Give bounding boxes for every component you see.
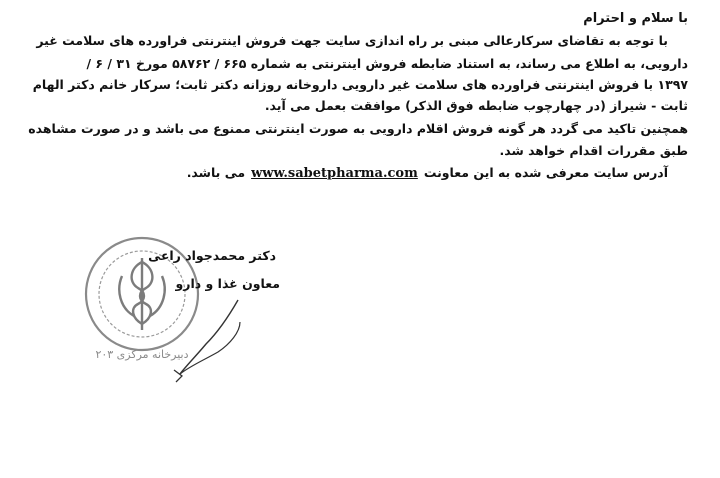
signatory-title: معاون غذا و دارو — [175, 276, 280, 291]
site-intro-text: آدرس سایت معرفی شده به این معاونت — [423, 165, 668, 180]
paragraph-2-line-1: همچنین تاکید می گردد هر گونه فروش اقلام دارویی به صورت اینترنتی ممنوع می باشد و در صورت مشاهده — [28, 121, 688, 136]
signatory-name: دکتر محمدجواد راعی — [148, 248, 276, 263]
caduceus-emblem-icon — [119, 258, 164, 330]
paragraph-3 — [187, 164, 668, 183]
greeting: با سلام و احترام — [583, 11, 688, 26]
paragraph-2-line-2: طبق مقررات اقدام خواهد شد. — [499, 143, 688, 158]
paragraph-1-line-2: دارویی، به اطلاع می رساند، به استناد ضابطه فروش اینترنتی به شماره ۶۶۵ / ۵۸۷۶۲ مورخ ۳۱ / ۶ / — [86, 56, 688, 71]
paragraph-1-line-1: با توجه به تقاضای سرکارعالی مبنی بر راه اندازی سایت جهت فروش اینترنتی فراورده های سلامت غیر — [36, 33, 668, 48]
paragraph-1-line-4: ثابت - شیراز (در چهارچوب ضابطه فوق الذکر) موافقت بعمل می آید. — [264, 98, 688, 113]
paragraph-1-line-3: ۱۳۹۷ با فروش اینترنتی فراورده های سلامت غیر دارویی داروخانه روزانه دکتر ثابت؛ سرکار خانم دکتر الهام — [32, 77, 688, 92]
site-closing-text: می باشد. — [186, 165, 246, 180]
stamp-text: دبیرخانه مرکزی ۲۰۳ — [95, 348, 189, 361]
site-url-link[interactable]: www.sabetpharma.com — [251, 166, 418, 181]
